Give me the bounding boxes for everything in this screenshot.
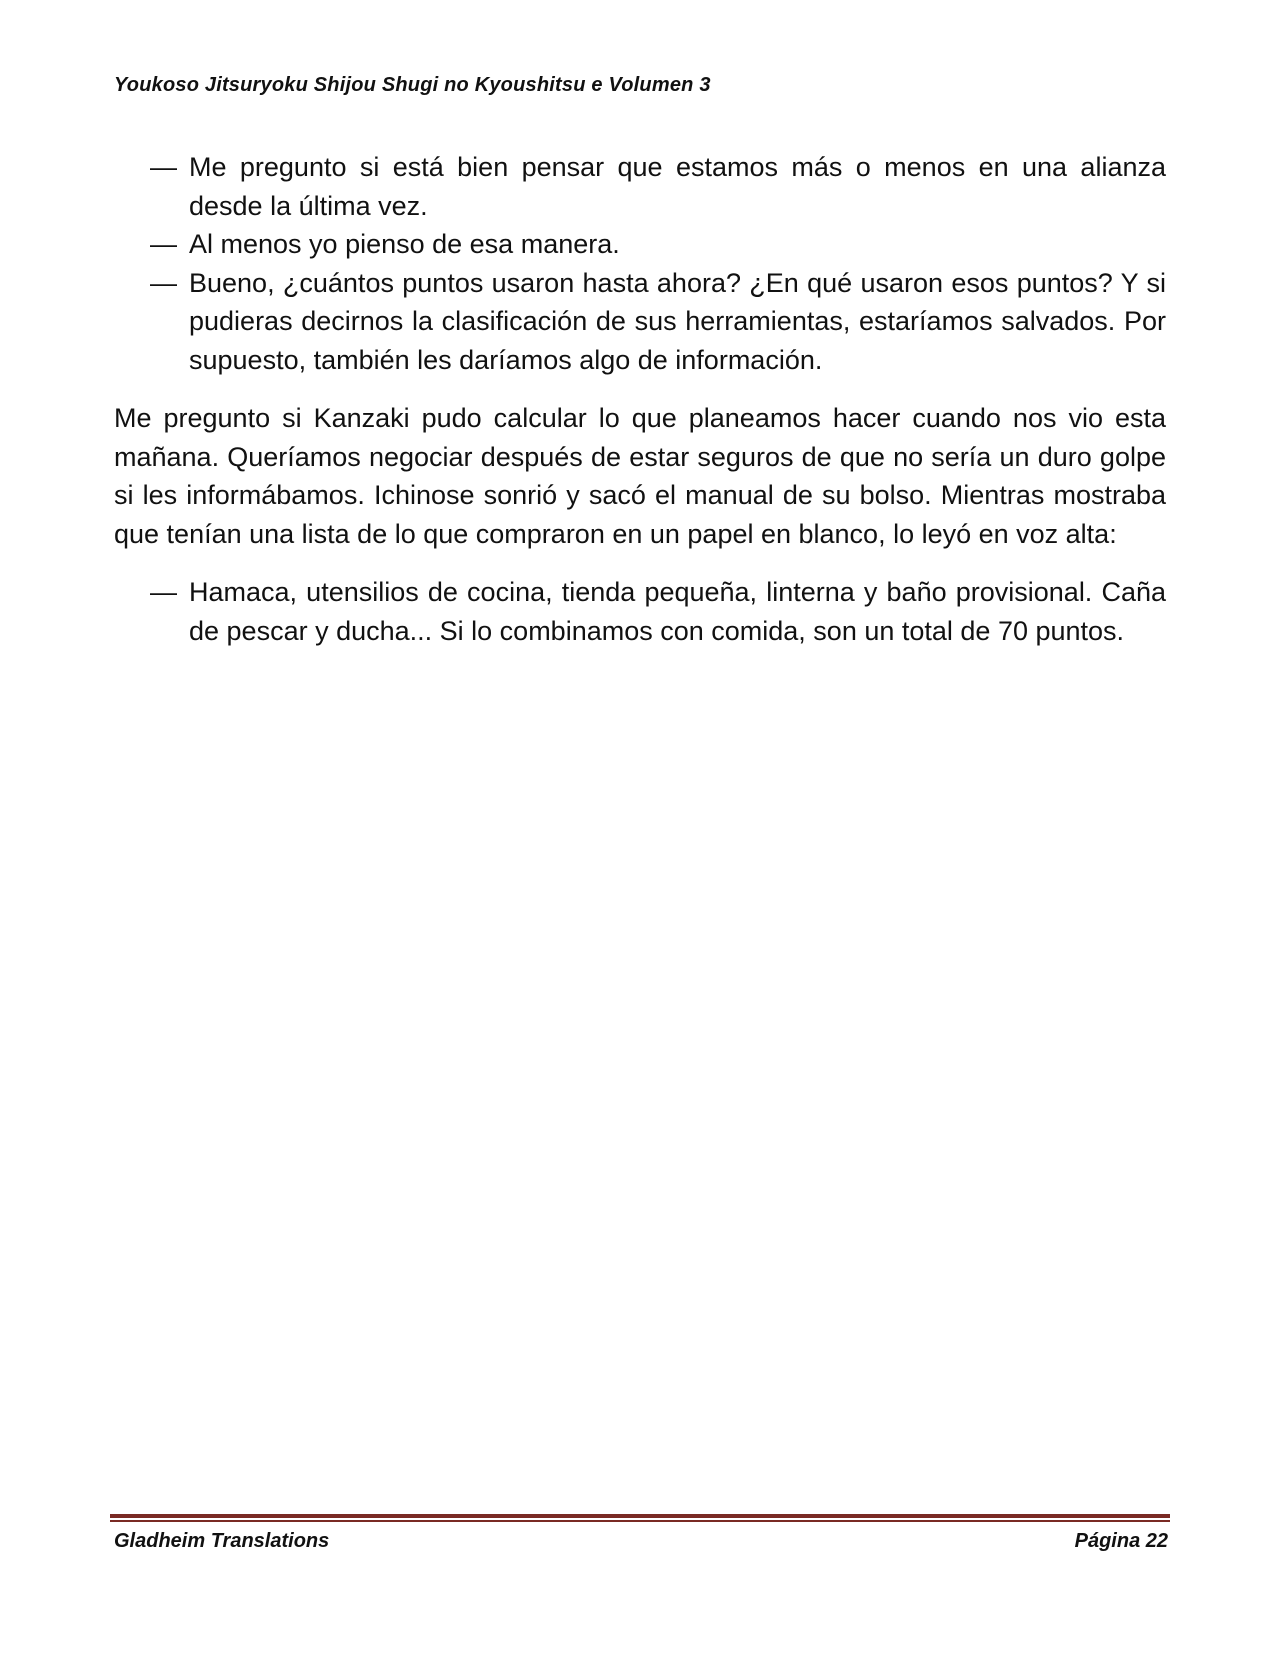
page-header-title: Youkoso Jitsuryoku Shijou Shugi no Kyoushitsu e Volumen 3	[114, 74, 711, 96]
dialogue-block	[114, 148, 1166, 379]
dialogue-line	[114, 573, 1166, 650]
footer-translator-credit: Gladheim Translations	[114, 1530, 330, 1552]
dialogue-line	[114, 148, 1166, 225]
dialogue-block	[114, 573, 1166, 650]
dialogue-line	[114, 264, 1166, 380]
narrative-paragraph: Me pregunto si Kanzaki pudo calcular lo que planeamos hacer cuando nos vio esta mañana. Queríamos negociar después de estar seguros de que no sería un duro golpe si les informábamos. Ichinose sonrió y sacó el manual de su bolso. Mientras mostraba que tenían una lista de lo que compraron en un papel en blanco, lo leyó en voz alta:	[114, 403, 1166, 549]
footer-divider	[110, 1514, 1170, 1523]
dialogue-text: Hamaca, utensilios de cocina, tienda pequeña, linterna y baño provisional. Caña de pescar y ducha... Si lo combinamos con comida, son un total de 70 puntos.	[189, 577, 1166, 646]
footer-divider-thin	[110, 1520, 1170, 1522]
dialogue-line	[114, 225, 1166, 264]
footer-divider-thick	[110, 1514, 1170, 1518]
dialogue-dash: —	[150, 229, 177, 259]
dialogue-text: Me pregunto si está bien pensar que estamos más o menos en una alianza desde la última vez.	[189, 152, 1166, 221]
footer-page-number: Página 22	[1074, 1530, 1168, 1552]
dialogue-dash: —	[150, 577, 177, 607]
dialogue-text: Bueno, ¿cuántos puntos usaron hasta ahora? ¿En qué usaron esos puntos? Y si pudieras decirnos la clasificación de sus herramientas, estaríamos salvados. Por supuesto, también les daríamos algo de información.	[189, 267, 1166, 375]
page-content	[114, 148, 1166, 650]
dialogue-dash: —	[150, 152, 177, 182]
dialogue-text: Al menos yo pienso de esa manera.	[189, 229, 620, 259]
dialogue-dash: —	[150, 267, 177, 298]
